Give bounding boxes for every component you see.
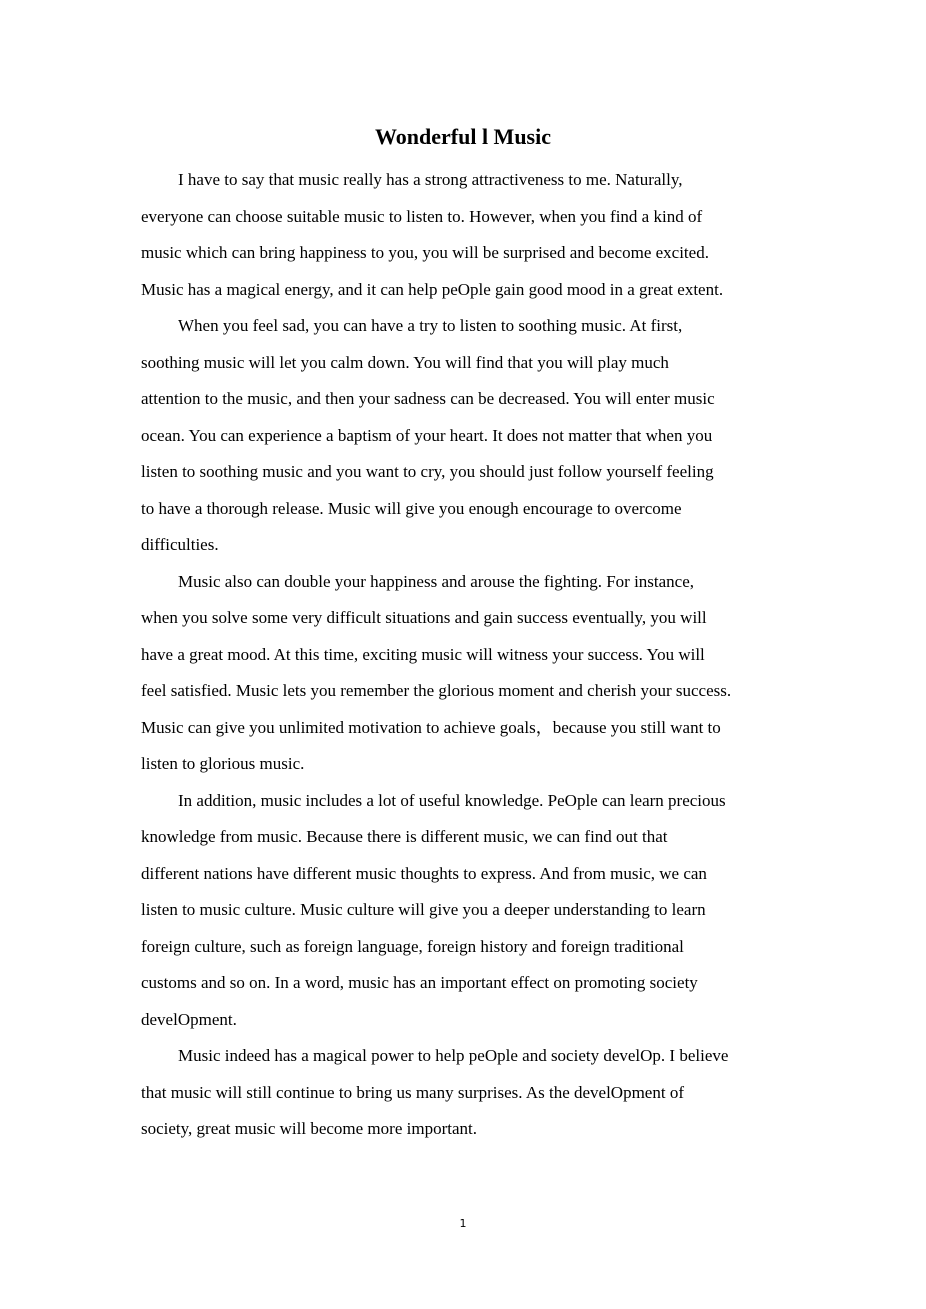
paragraph-1 xyxy=(141,162,801,308)
paragraph-line: listen to soothing music and you want to cry, you should just follow yourself feeling xyxy=(141,462,714,481)
paragraph-line: customs and so on. In a word, music has an important effect on promoting society xyxy=(141,973,698,992)
paragraph-line: different nations have different music thoughts to express. And from music, we can xyxy=(141,863,707,883)
paragraph-line: Music also can double your happiness and arouse the fighting. For instance, xyxy=(178,571,695,591)
paragraph-line: listen to glorious music. xyxy=(141,754,305,773)
paragraph-3 xyxy=(141,564,801,783)
paragraph-line: Music has a magical energy, and it can help peOple gain good mood in a great extent. xyxy=(141,279,724,299)
paragraph-line: When you feel sad, you can have a try to listen to soothing music. At first, xyxy=(178,316,683,335)
paragraph-line: ocean. You can experience a baptism of your heart. It does not matter that when you xyxy=(141,425,713,445)
paragraph-line: have a great mood. At this time, exciting music will witness your success. You will xyxy=(141,644,705,664)
paragraph-line: attention to the music, and then your sadness can be decreased. You will enter music xyxy=(141,389,715,408)
paragraph-line: music which can bring happiness to you, you will be surprised and become excited. xyxy=(141,243,709,262)
document-body xyxy=(141,162,801,1148)
paragraph-line: I have to say that music really has a strong attractiveness to me. Naturally, xyxy=(178,170,683,189)
paragraph-line: soothing music will let you calm down. You will find that you will play much xyxy=(141,352,669,372)
paragraph-4 xyxy=(141,783,801,1039)
paragraph-5 xyxy=(141,1038,801,1148)
paragraph-line: develOpment. xyxy=(141,1009,237,1029)
paragraph-line: when you solve some very difficult situations and gain success eventually, you will xyxy=(141,608,707,627)
paragraph-line: listen to music culture. Music culture will give you a deeper understanding to learn xyxy=(141,900,706,919)
paragraph-line: knowledge from music. Because there is different music, we can find out that xyxy=(141,827,668,846)
paragraph-2 xyxy=(141,308,801,564)
paragraph-line: difficulties. xyxy=(141,535,219,554)
paragraph-line: In addition, music includes a lot of useful knowledge. PeOple can learn precious xyxy=(178,790,726,810)
paragraph-line: society, great music will become more important. xyxy=(141,1119,477,1138)
page-number: 1 xyxy=(459,1217,467,1230)
paragraph-line: Music can give you unlimited motivation to achieve goals，because you still want to xyxy=(141,717,721,737)
paragraph-line: foreign culture, such as foreign language, foreign history and foreign traditional xyxy=(141,936,684,956)
paragraph-line: everyone can choose suitable music to listen to. However, when you find a kind of xyxy=(141,206,703,226)
paragraph-line: that music will still continue to bring us many surprises. As the develOpment of xyxy=(141,1082,684,1102)
paragraph-line: Music indeed has a magical power to help peOple and society develOp. I believe xyxy=(178,1046,729,1065)
paragraph-line: to have a thorough release. Music will give you enough encourage to overcome xyxy=(141,498,682,518)
document-title: Wonderful l Music xyxy=(374,124,551,149)
paragraph-line: feel satisfied. Music lets you remember the glorious moment and cherish your success. xyxy=(141,681,732,700)
